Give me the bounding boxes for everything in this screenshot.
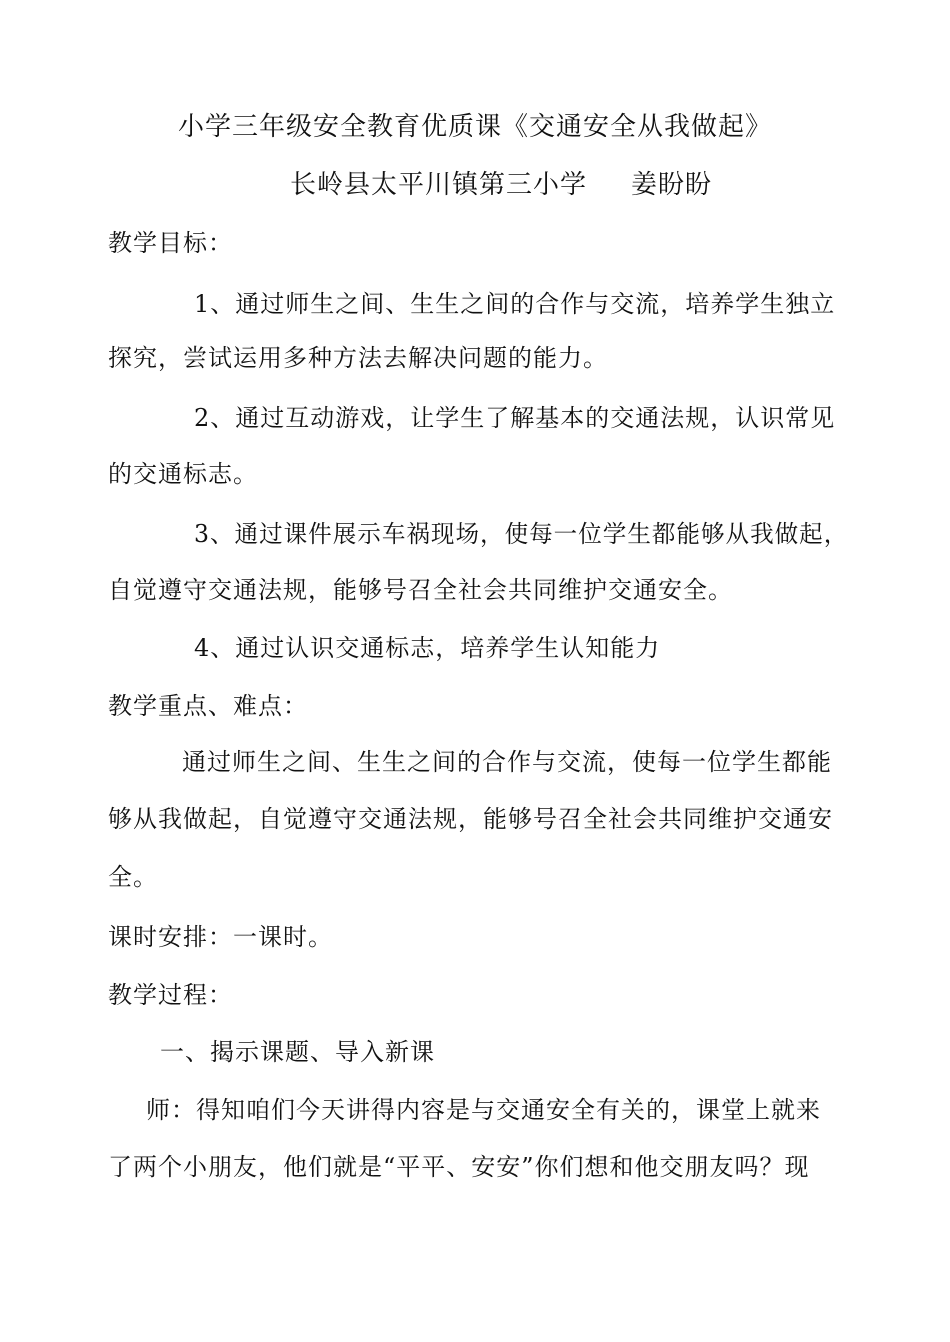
objective-1-line1: 1、通过师生之间、生生之间的合作与交流，培养学生独立 — [194, 290, 836, 318]
step-1-heading: 一、揭示课题、导入新课 — [160, 1038, 435, 1066]
process-heading: 教学过程： — [108, 981, 233, 1009]
author-name: 姜盼盼 — [631, 170, 713, 200]
objective-1-line2: 探究，尝试运用多种方法去解决问题的能力。 — [108, 344, 608, 372]
teacher-line2: 了两个小朋友，他们就是“平平、安安”你们想和他交朋友吗？现 — [108, 1153, 810, 1181]
keypoints-heading: 教学重点、难点： — [108, 692, 308, 720]
objective-2-line2: 的交通标志。 — [108, 460, 258, 488]
objective-4-line1: 4、通过认识交通标志，培养学生认知能力 — [194, 634, 661, 662]
document-byline — [290, 168, 712, 202]
teacher-line1: 师：得知咱们今天讲得内容是与交通安全有关的，课堂上就来 — [146, 1096, 821, 1124]
objective-3-line2: 自觉遵守交通法规，能够号召全社会共同维护交通安全。 — [108, 576, 733, 604]
keypoints-line2: 够从我做起，自觉遵守交通法规，能够号召全社会共同维护交通安 — [108, 805, 833, 833]
school-name: 长岭县太平川镇第三小学 — [290, 170, 588, 200]
keypoints-line1: 通过师生之间、生生之间的合作与交流，使每一位学生都能 — [182, 748, 832, 776]
schedule-line: 课时安排：一课时。 — [108, 923, 333, 951]
objective-2-line1: 2、通过互动游戏，让学生了解基本的交通法规，认识常见 — [194, 404, 836, 432]
objective-3-line1: 3、通过课件展示车祸现场，使每一位学生都能够从我做起， — [194, 520, 849, 548]
keypoints-line3: 全。 — [108, 863, 158, 891]
objectives-heading: 教学目标： — [108, 229, 233, 257]
document-title: 小学三年级安全教育优质课《交通安全从我做起》 — [178, 112, 773, 142]
